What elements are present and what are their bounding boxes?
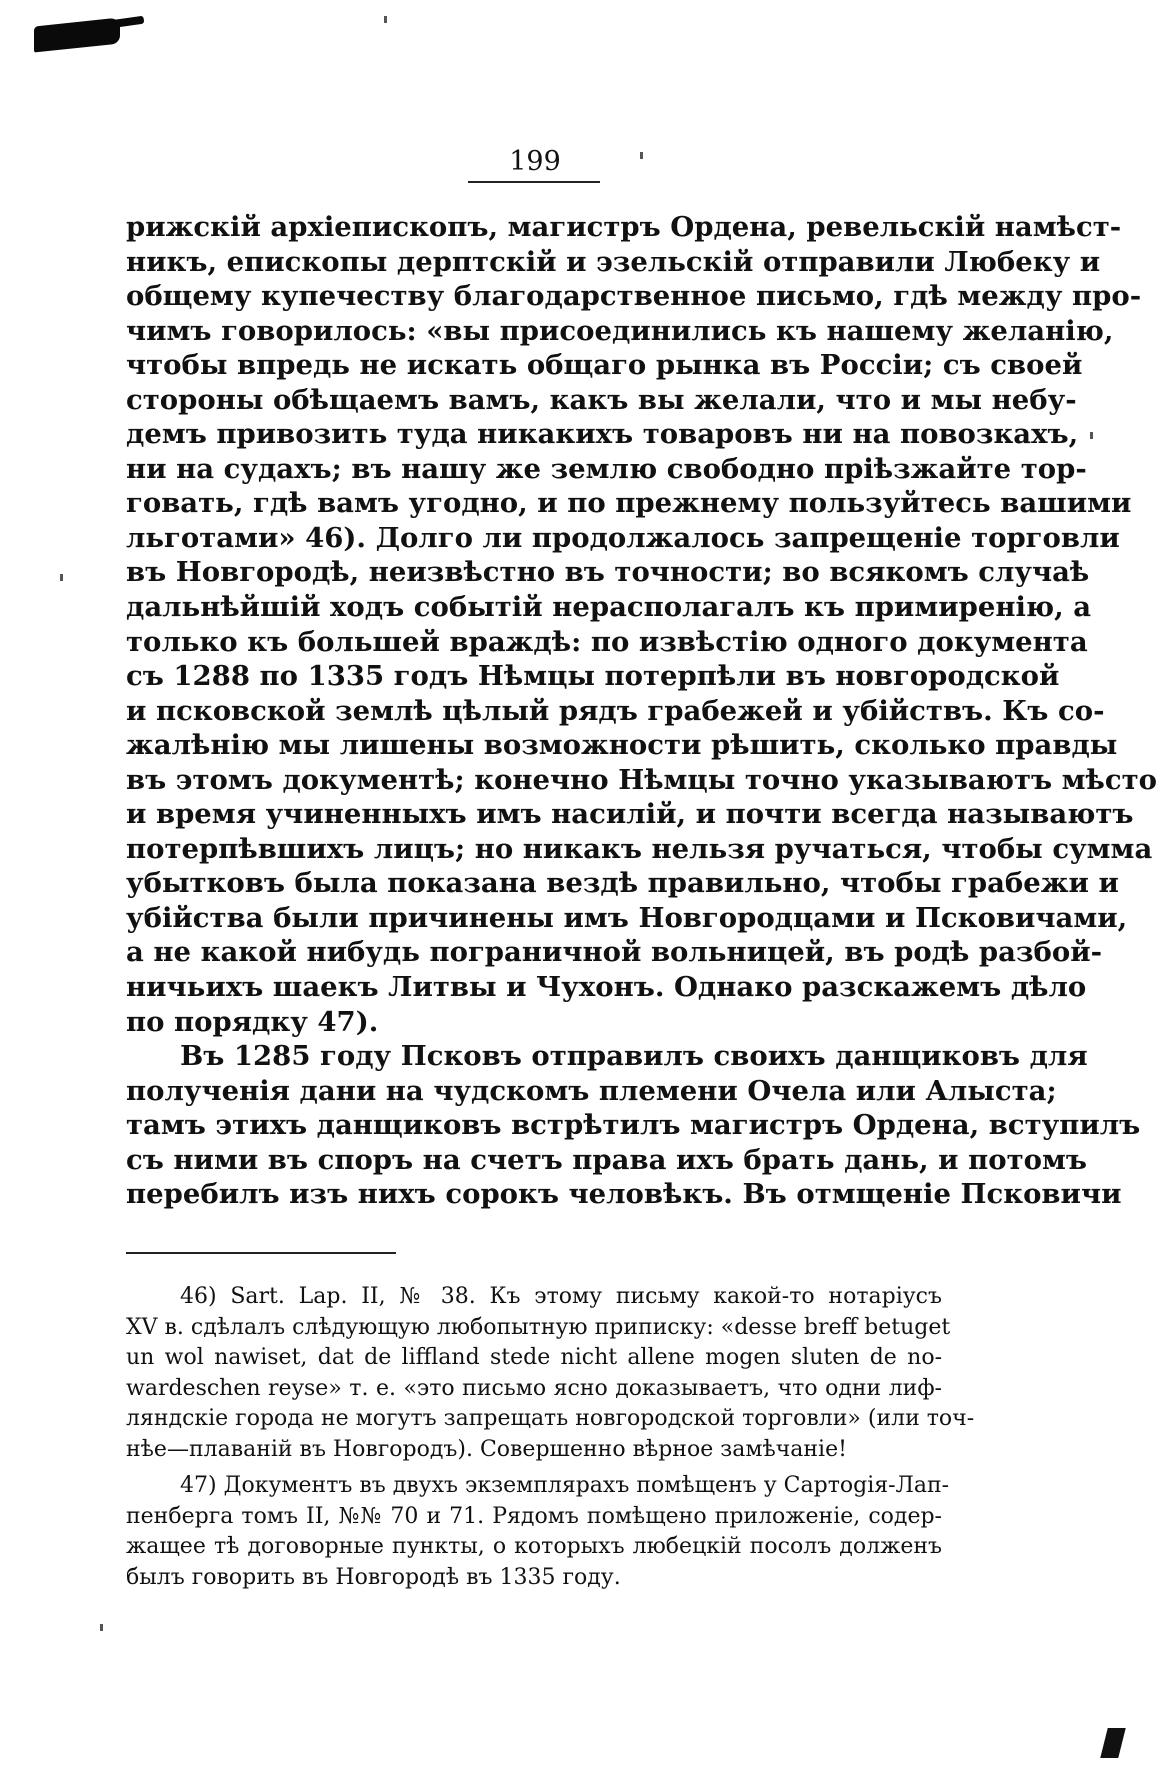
scan-speck xyxy=(640,152,643,159)
text-line: тамъ этихъ данщиковъ встрѣтилъ магистръ Ордена, вступилъ xyxy=(126,1109,1141,1142)
scan-edge-mark xyxy=(1100,1728,1125,1758)
footnote-47-line: пенберга томъ II, №№ 70 и 71. Рядомъ помѣщено приложеніе, содер- xyxy=(126,1503,942,1529)
text-line: въ Новгородѣ, неизвѣстно въ точности; во всякомъ случаѣ xyxy=(126,556,1090,589)
scan-speck xyxy=(100,1624,103,1631)
footnote-46-line: ляндскіе города не могутъ запрещать новгородской торговли» (или точ- xyxy=(126,1406,975,1431)
text-line: перебилъ изъ нихъ сорокъ человѣкъ. Въ отмщеніе Псковичи xyxy=(126,1178,1122,1211)
text-line: общему купечеству благодарственное письмо, гдѣ между про- xyxy=(126,280,1142,313)
text-line: съ 1288 по 1335 годъ Нѣмцы потерпѣли въ новгородской xyxy=(126,660,1060,693)
page-number: 199 xyxy=(509,146,561,177)
footnote-46-line: нѣе—плаваній въ Новгородъ). Совершенно вѣрное замѣчаніе! xyxy=(126,1436,847,1462)
text-line: полученія дани на чудскомъ племени Очела или Алыста; xyxy=(126,1074,1057,1107)
page-number-underline xyxy=(468,181,600,183)
text-line: льготами» 46). Долго ли продолжалось запрещеніе торговли xyxy=(126,521,1120,554)
text-line: убійства были причинены имъ Новгородцами и Псковичами, xyxy=(126,901,1128,934)
text-line: убытковъ была показана вездѣ правильно, чтобы грабежи и xyxy=(126,867,1119,900)
text-line: только къ большей враждѣ: по извѣстію одного документа xyxy=(126,625,1088,658)
text-line: ничьихъ шаекъ Литвы и Чухонъ. Однако разскажемъ дѣло xyxy=(126,971,1087,1004)
text-line: и псковской землѣ цѣлый рядъ грабежей и убійствъ. Къ со- xyxy=(126,694,1105,727)
text-line: а не какой нибудь пограничной вольницей, въ родѣ разбой- xyxy=(126,936,1103,969)
text-line: говать, гдѣ вамъ угодно, и по прежнему пользуйтесь вашими xyxy=(126,487,1132,520)
text-line: Въ 1285 году Псковъ отправилъ своихъ данщиковъ для xyxy=(180,1040,1088,1073)
scan-speck xyxy=(1090,432,1093,439)
footnote-46-line: 46) Sart. Lap. II, № 38. Къ этому письму какой-то нотаріусъ xyxy=(180,1284,942,1309)
ink-blot-mark xyxy=(34,17,120,52)
footnote-46-line: wardeschen reyse» т. е. «это письмо ясно доказываетъ, что одни лиф- xyxy=(126,1375,942,1401)
text-line: рижскій архіепископъ, магистръ Ордена, ревельскій намѣст- xyxy=(126,211,1122,243)
text-line: жалѣнію мы лишены возможности рѣшить, сколько правды xyxy=(126,729,1118,762)
text-line: въ этомъ документѣ; конечно Нѣмцы точно указываютъ мѣсто xyxy=(126,763,1157,796)
text-line: стороны обѣщаемъ вамъ, какъ вы желали, что и мы небу- xyxy=(126,383,1077,416)
text-line: чтобы впредь не искать общаго рынка въ Россіи; съ своей xyxy=(126,349,1083,382)
text-line: ни на судахъ; въ нашу же землю свободно пріѣзжайте тор- xyxy=(126,452,1087,485)
footnote-47-line: 47) Документъ въ двухъ экземплярахъ помѣщенъ у Сартоgія-Лап- xyxy=(180,1473,950,1498)
text-line: дальнѣйшій ходъ событій нерасполагалъ къ примиренію, а xyxy=(126,591,1092,624)
ink-blot-tail xyxy=(110,16,145,29)
text-line: и время учиненныхъ имъ насилій, и почти всегда называютъ xyxy=(126,798,1134,831)
footnote-47-line: былъ говорить въ Новгородѣ въ 1335 году. xyxy=(126,1564,621,1590)
scan-speck xyxy=(60,574,63,581)
footnote-47-line: жащее тѣ договорные пункты, о которыхъ любецкій посолъ долженъ xyxy=(126,1534,942,1559)
main-text xyxy=(126,210,1157,1212)
footnote-46-line: un wol nawiset, dat de liffland stede nicht allene mogen sluten de no- xyxy=(126,1345,942,1370)
text-line: съ ними въ споръ на счетъ права ихъ брать дань, и потомъ xyxy=(126,1143,1087,1176)
text-line: чимъ говорилось: «вы присоединились къ нашему желанію, xyxy=(126,314,1114,347)
footnote-46-line: XV в. сдѣлалъ слѣдующую любопытную приписку: «desse breff betuget xyxy=(126,1314,951,1340)
scan-speck xyxy=(384,16,387,23)
text-line: никъ, епископы дерптскій и эзельскій отправили Любеку и xyxy=(126,245,1101,278)
text-line: демъ привозить туда никакихъ товаровъ ни на повозкахъ, xyxy=(126,418,1079,451)
text-line: потерпѣвшихъ лицъ; но никакъ нельзя ручаться, чтобы сумма xyxy=(126,832,1153,865)
footnote-separator xyxy=(126,1252,396,1254)
text-line: по порядку 47). xyxy=(126,1005,379,1038)
footnotes xyxy=(126,1282,975,1593)
